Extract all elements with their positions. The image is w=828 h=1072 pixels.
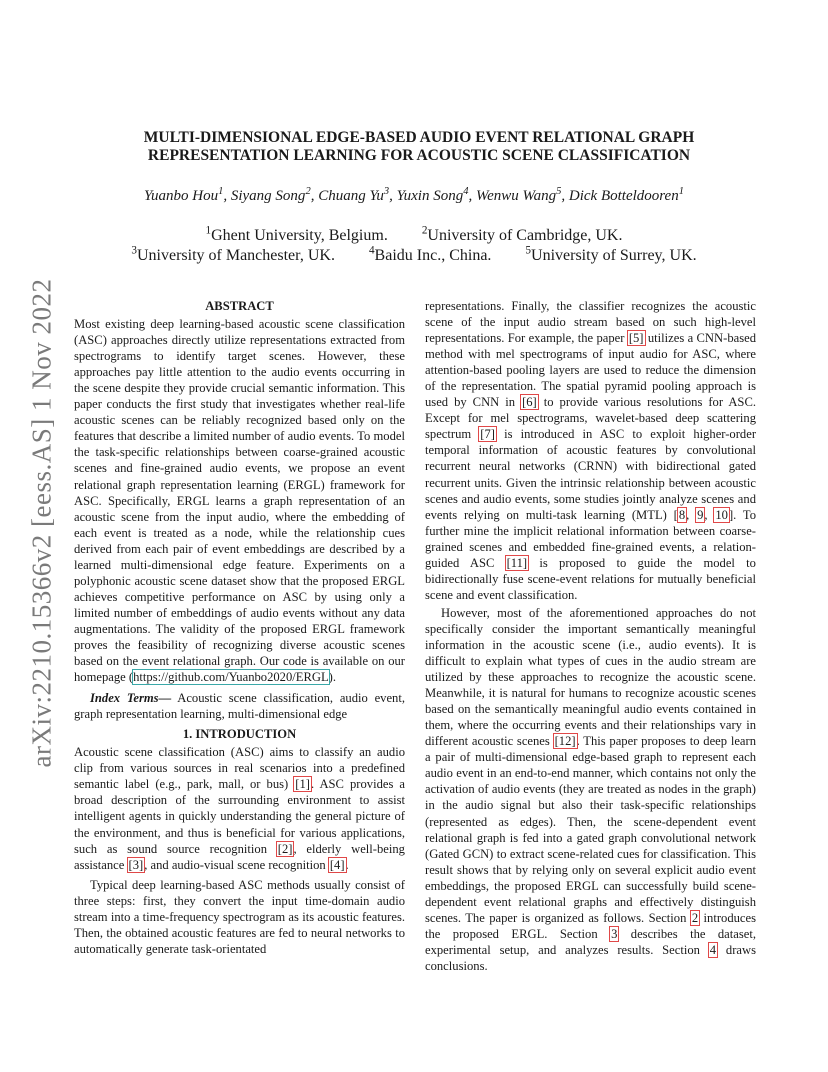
section-link[interactable]: 3 <box>611 926 618 941</box>
author: Chuang Yu$^3$, <box>318 186 397 204</box>
abstract-heading: ABSTRACT <box>205 299 274 313</box>
index-terms-label: Index Terms— <box>90 691 172 706</box>
citation-link[interactable]: [7] <box>480 427 495 442</box>
citation-link[interactable]: [12] <box>554 734 576 749</box>
section-link[interactable]: 2 <box>691 910 699 925</box>
intro-paragraph: Typical deep learning-based ASC methods usually consist of three steps: first, they convert the input time-domain audio stream into a time-frequency spectrogram as its acoustic features. Then, the obtained acoustic features are fed to neural networks to automatically generate task-orientated <box>74 877 405 956</box>
author: Dick Botteldooren$^1$ <box>568 186 684 204</box>
citation-link[interactable]: [1] <box>295 777 310 792</box>
citation-link[interactable]: [11] <box>506 555 528 570</box>
arxiv-identifier <box>22 278 62 767</box>
intro-paragraph: Acoustic scene classification (ASC) aims to classify an audio clip from various sources in real scenarios into a predefined semantic label (e.g., park, mall, or bus) [1]. ASC provides a broad description of the surrounding environment to assist intelligent agents in quickly understanding the general picture of the environment, and thus is beneficial for various applications, such as sound source recognition [2], elderly well-being assistance [3], and audio-visual scene recognition [4]. <box>74 745 405 872</box>
citation-link[interactable]: [3] <box>128 857 144 872</box>
citation-link[interactable]: [2] <box>277 841 293 856</box>
section-link[interactable]: 4 <box>709 942 717 957</box>
author: Siyang Song$^2$, <box>230 186 319 204</box>
right-column <box>425 298 756 974</box>
intro-paragraph: However, most of the aforementioned approaches do not specifically consider the important semantically meaningful information in the acoustic scene (i.e., audio events). It is difficult to explain what types of cues in the audio stream are utilized by these approaches to recognize the acoustic scene. Meanwhile, it is natural for humans to recognize acoustic scenes based on the semantically meaningful audio events contained in them, where the occurring events and their relationships vary in different acoustic scenes [12]. This paper proposes to deep learn a pair of multi-dimensional edge-based graph to represent each audio event in an end-to-end manner, which contains not only the activation of audio events (they are treated as nodes in the graph) in the audio signal but also their task-specific relationships (represented as edges). Then, the scene-dependent event relational graph is fed into a gated graph convolutional network (Gated GCN) to extract scene-related cues for classification. This result shows that by relying only on several explicit audio event embeddings, the proposed ERGL can successfully build scene-dependent event relational graphs and effectively distinguish scenes. The paper is organized as follows. Section 2 introduces the proposed ERGL. Section 3 describes the dataset, experimental setup, and analyzes results. Section 4 draws conclusions. <box>425 605 757 973</box>
introduction-heading: 1. INTRODUCTION <box>182 727 297 742</box>
affiliation: $^1$Ghent University, Belgium. <box>205 225 388 245</box>
citation-link[interactable]: [5] <box>628 331 644 346</box>
citation-link[interactable]: [6] <box>522 395 537 410</box>
citation-link[interactable]: 9 <box>697 507 704 522</box>
affiliations-line-2 <box>80 245 748 265</box>
affiliation: $^4$Baidu Inc., China. <box>368 245 492 265</box>
homepage-link[interactable]: https://github.com/Yuanbo2020/ERGL <box>133 670 329 685</box>
index-terms: Index Terms— Acoustic scene classification, audio event, graph representation learning, multi-dimensional edge <box>74 691 405 722</box>
paper-title: MULTI-DIMENSIONAL EDGE-BASED AUDIO EVENT RELATIONAL GRAPH REPRESENTATION LEARNING FOR ACOUSTIC SCENE CLASSIFICATION <box>143 129 695 164</box>
affiliation: $^3$University of Manchester, UK. <box>131 245 335 265</box>
citation-link[interactable]: [4] <box>329 857 345 872</box>
abstract-body: Most existing deep learning-based acoustic scene classification (ASC) approaches directly utilize representations extracted from spectrograms to identify target scenes. However, these approaches pay little attention to the audio events occurring in the scene despite they provide crucial semantic information. This paper conducts the first study that investigates whether real-life acoustic scenes can be reliably recognized based only on the features that describe a limited number of audio events. To model the task-specific relationships between coarse-grained acoustic scenes and fine-grained audio events, we propose an event relational graph representation learning (ERGL) framework for ASC. Specifically, ERGL learns a graph representation of an acoustic scene from the input audio, where the embedding of each event is treated as a node, while the relationship cues derived from each pair of event embeddings are described by a learned multi-dimensional edge feature. Experiments on a polyphonic acoustic scene dataset show that the proposed ERGL achieves competitive performance on ASC by using only a limited number of embeddings of audio events without any data augmentations. The validity of the proposed ERGL framework proves the feasibility of recognizing diverse acoustic scenes based on the event relational graph. Our code is available on our homepage (https://github.com/Yuanbo2020/ERGL). <box>74 317 405 685</box>
author-list <box>80 186 748 205</box>
author: Yuanbo Hou$^1$, <box>144 186 231 204</box>
citation-link[interactable]: 8 <box>678 507 686 522</box>
left-column <box>74 298 405 957</box>
affiliation: $^2$University of Cambridge, UK. <box>421 225 623 245</box>
arxiv-identifier-text: arXiv:2210.15366v2 [eess.AS] 1 Nov 2022 <box>26 278 57 767</box>
affiliation: $^5$University of Surrey, UK. <box>525 245 697 265</box>
intro-paragraph: representations. Finally, the classifier recognizes the acoustic scene of the input audio stream based on such high-level representations. For example, the paper [5] utilizes a CNN-based method with mel spectrograms of input audio for ASC, where attention-based pooling layers are used to reduce the dimension of the representation. The spatial pyramid pooling approach is used by CNN in [6] to provide various resolutions for ASC. Except for mel spectrograms, wavelet-based deep scattering spectrum [7] is introduced in ASC to exploit higher-order temporal information of acoustic features by convolutional recurrent neural networks (CRNN) with bidirectional gated recurrent units. Given the intrinsic relationship between acoustic scenes and audio events, some studies jointly analyze scenes and events relying on multi-task learning (MTL) [8, 9, 10]. To further mine the implicit relational information between coarse-grained scenes and embedded fine-grained events, a relation-guided ASC [11] is proposed to guide the model to bidirectionally fuse scene-event relations for mutually beneficial scene and event classification. <box>425 299 757 602</box>
citation-link[interactable]: 10 <box>715 507 728 522</box>
author: Wenwu Wang$^5$, <box>475 186 569 204</box>
author: Yuxin Song$^4$, <box>396 186 476 204</box>
affiliations-line-1 <box>80 225 748 245</box>
